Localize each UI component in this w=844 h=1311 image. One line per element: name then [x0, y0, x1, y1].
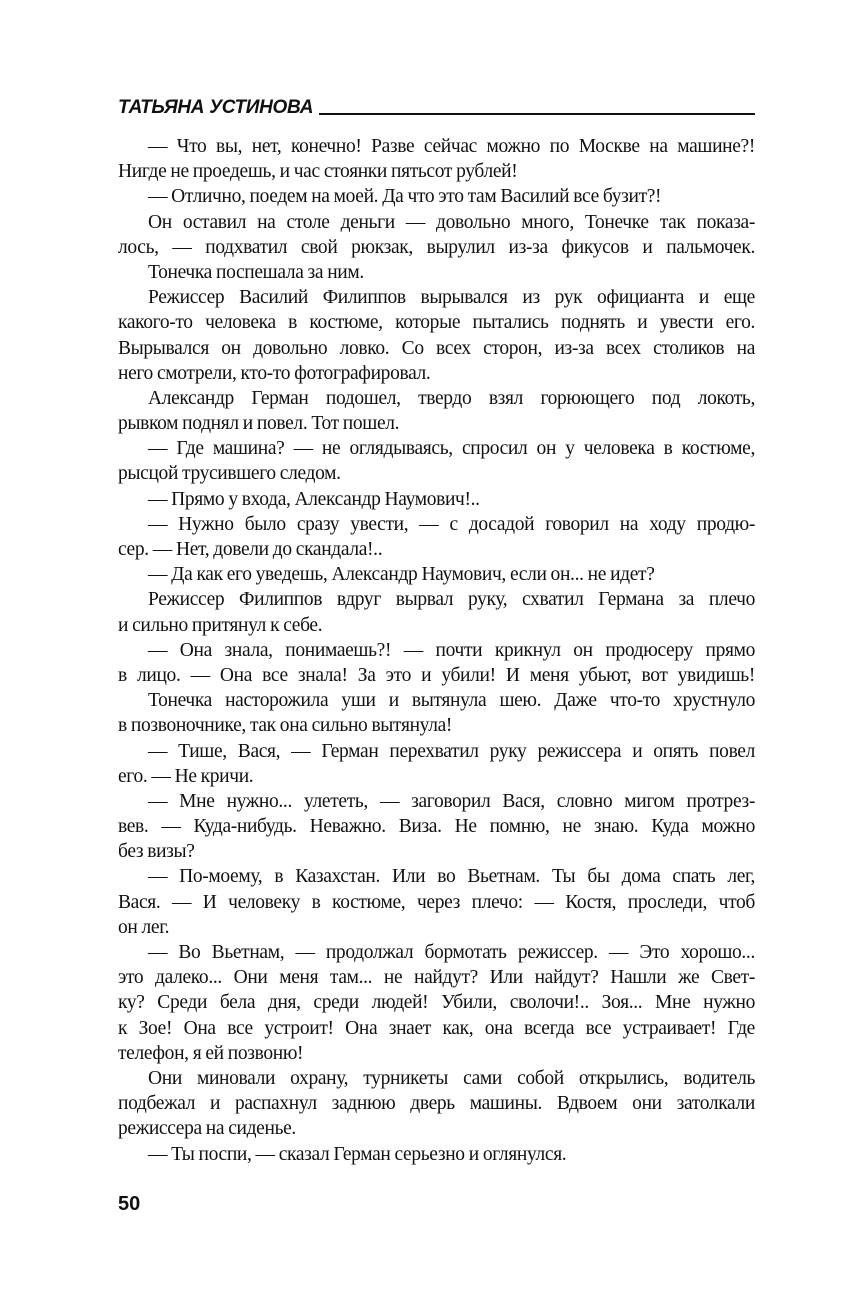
text-line: вев. — Куда-нибудь. Неважно. Виза. Не помню, не знаю. Куда можно	[118, 816, 755, 838]
header-rule	[319, 113, 755, 115]
text-line: его. — Не кричи.	[118, 765, 254, 787]
text-line: Тонечка поспешала за ним.	[148, 261, 364, 283]
text-line: Тонечка насторожила уши и вытянула шею. Даже что-то хрустнуло	[148, 690, 755, 712]
text-line: Вырывался он довольно ловко. Со всех сторон, из-за всех столиков на	[118, 337, 755, 359]
text-line: — Ты поспи, — сказал Герман серьезно и оглянулся.	[148, 1143, 567, 1165]
text-line: — Тише, Вася, — Герман перехватил руку режиссера и опять повел	[148, 740, 755, 762]
text-line: к Зое! Она все устроит! Она знает как, она всегда все устраивает! Где	[118, 1017, 755, 1039]
text-line: это далеко... Они меня там... не найдут? Или найдут? Нашли же Свет-	[118, 967, 755, 989]
text-line: в позвоночнике, так она сильно вытянула!	[118, 715, 453, 737]
text-line: — Где машина? — не оглядываясь, спросил он у человека в костюме,	[148, 438, 755, 460]
text-line: он лег.	[118, 916, 170, 938]
text-line: телефон, я ей позвоню!	[118, 1042, 304, 1064]
text-line: Режиссер Филиппов вдруг вырвал руку, схватил Германа за плечо	[148, 589, 755, 611]
text-line: какого-то человека в костюме, которые пытались поднять и увести его.	[118, 312, 755, 334]
text-line: и сильно притянул к себе.	[118, 614, 323, 636]
text-line: — Нужно было сразу увести, — с досадой говорил на ходу продю-	[148, 513, 755, 535]
text-line: — Да как его уведешь, Александр Наумович, если он... не идет?	[148, 564, 655, 586]
text-line: режиссера на сиденье.	[118, 1118, 296, 1140]
text-line: — Мне нужно... улететь, — заговорил Вася, словно мигом протрез-	[148, 790, 755, 812]
text-line: — Что вы, нет, конечно! Разве сейчас можно по Москве на машине?!	[148, 136, 755, 157]
text-line: ку? Среди бела дня, среди людей! Убили, сволочи!.. Зоя... Мне нужно	[118, 992, 755, 1014]
author-name: ТАТЬЯНА УСТИНОВА	[118, 97, 314, 118]
text-line: Режиссер Василий Филиппов вырывался из рук официанта и еще	[148, 287, 755, 309]
text-line: Они миновали охрану, турникеты сами собой открылись, водитель	[148, 1067, 755, 1089]
text-line: Вася. — И человеку в костюме, через плечо: — Костя, проследи, чтоб	[118, 891, 755, 913]
text-line: — Отлично, поедем на моей. Да что это там Василий все бузит?!	[148, 186, 662, 208]
text-line: — Во Вьетнам, — продолжал бормотать режиссер. — Это хорошо...	[148, 942, 755, 963]
page-body-text	[118, 134, 755, 1167]
text-line: Александр Герман подошел, твердо взял горюющего под локоть,	[148, 387, 755, 409]
text-line: без визы?	[118, 841, 195, 863]
text-line: в лицо. — Она все знала! За это и убили! И меня убьют, вот увидишь!	[118, 664, 755, 686]
text-line: Нигде не проедешь, и час стоянки пятьсот рублей!	[118, 161, 518, 183]
text-line: сер. — Нет, довели до скандала!..	[118, 539, 383, 560]
text-line: рывком поднял и повел. Тот пошел.	[118, 413, 400, 435]
page-number: 50	[118, 1193, 141, 1215]
text-line: него смотрели, кто-то фотографировал.	[118, 362, 431, 384]
text-line: лось, — подхватил свой рюкзак, вырулил из-за фикусов и пальмочек.	[118, 236, 755, 258]
running-header	[118, 94, 755, 118]
text-line: подбежал и распахнул заднюю дверь машины. Вдвоем они затолкали	[118, 1093, 755, 1115]
text-line: — Она знала, понимаешь?! — почти крикнул он продюсеру прямо	[148, 639, 755, 661]
text-line: рысцой трусившего следом.	[118, 463, 341, 485]
text-line: — По-моему, в Казахстан. Или во Вьетнам. Ты бы дома спать лег,	[148, 866, 755, 888]
text-line: Он оставил на столе деньги — довольно много, Тонечке так показа-	[148, 211, 755, 233]
text-line: — Прямо у входа, Александр Наумович!..	[148, 488, 480, 510]
